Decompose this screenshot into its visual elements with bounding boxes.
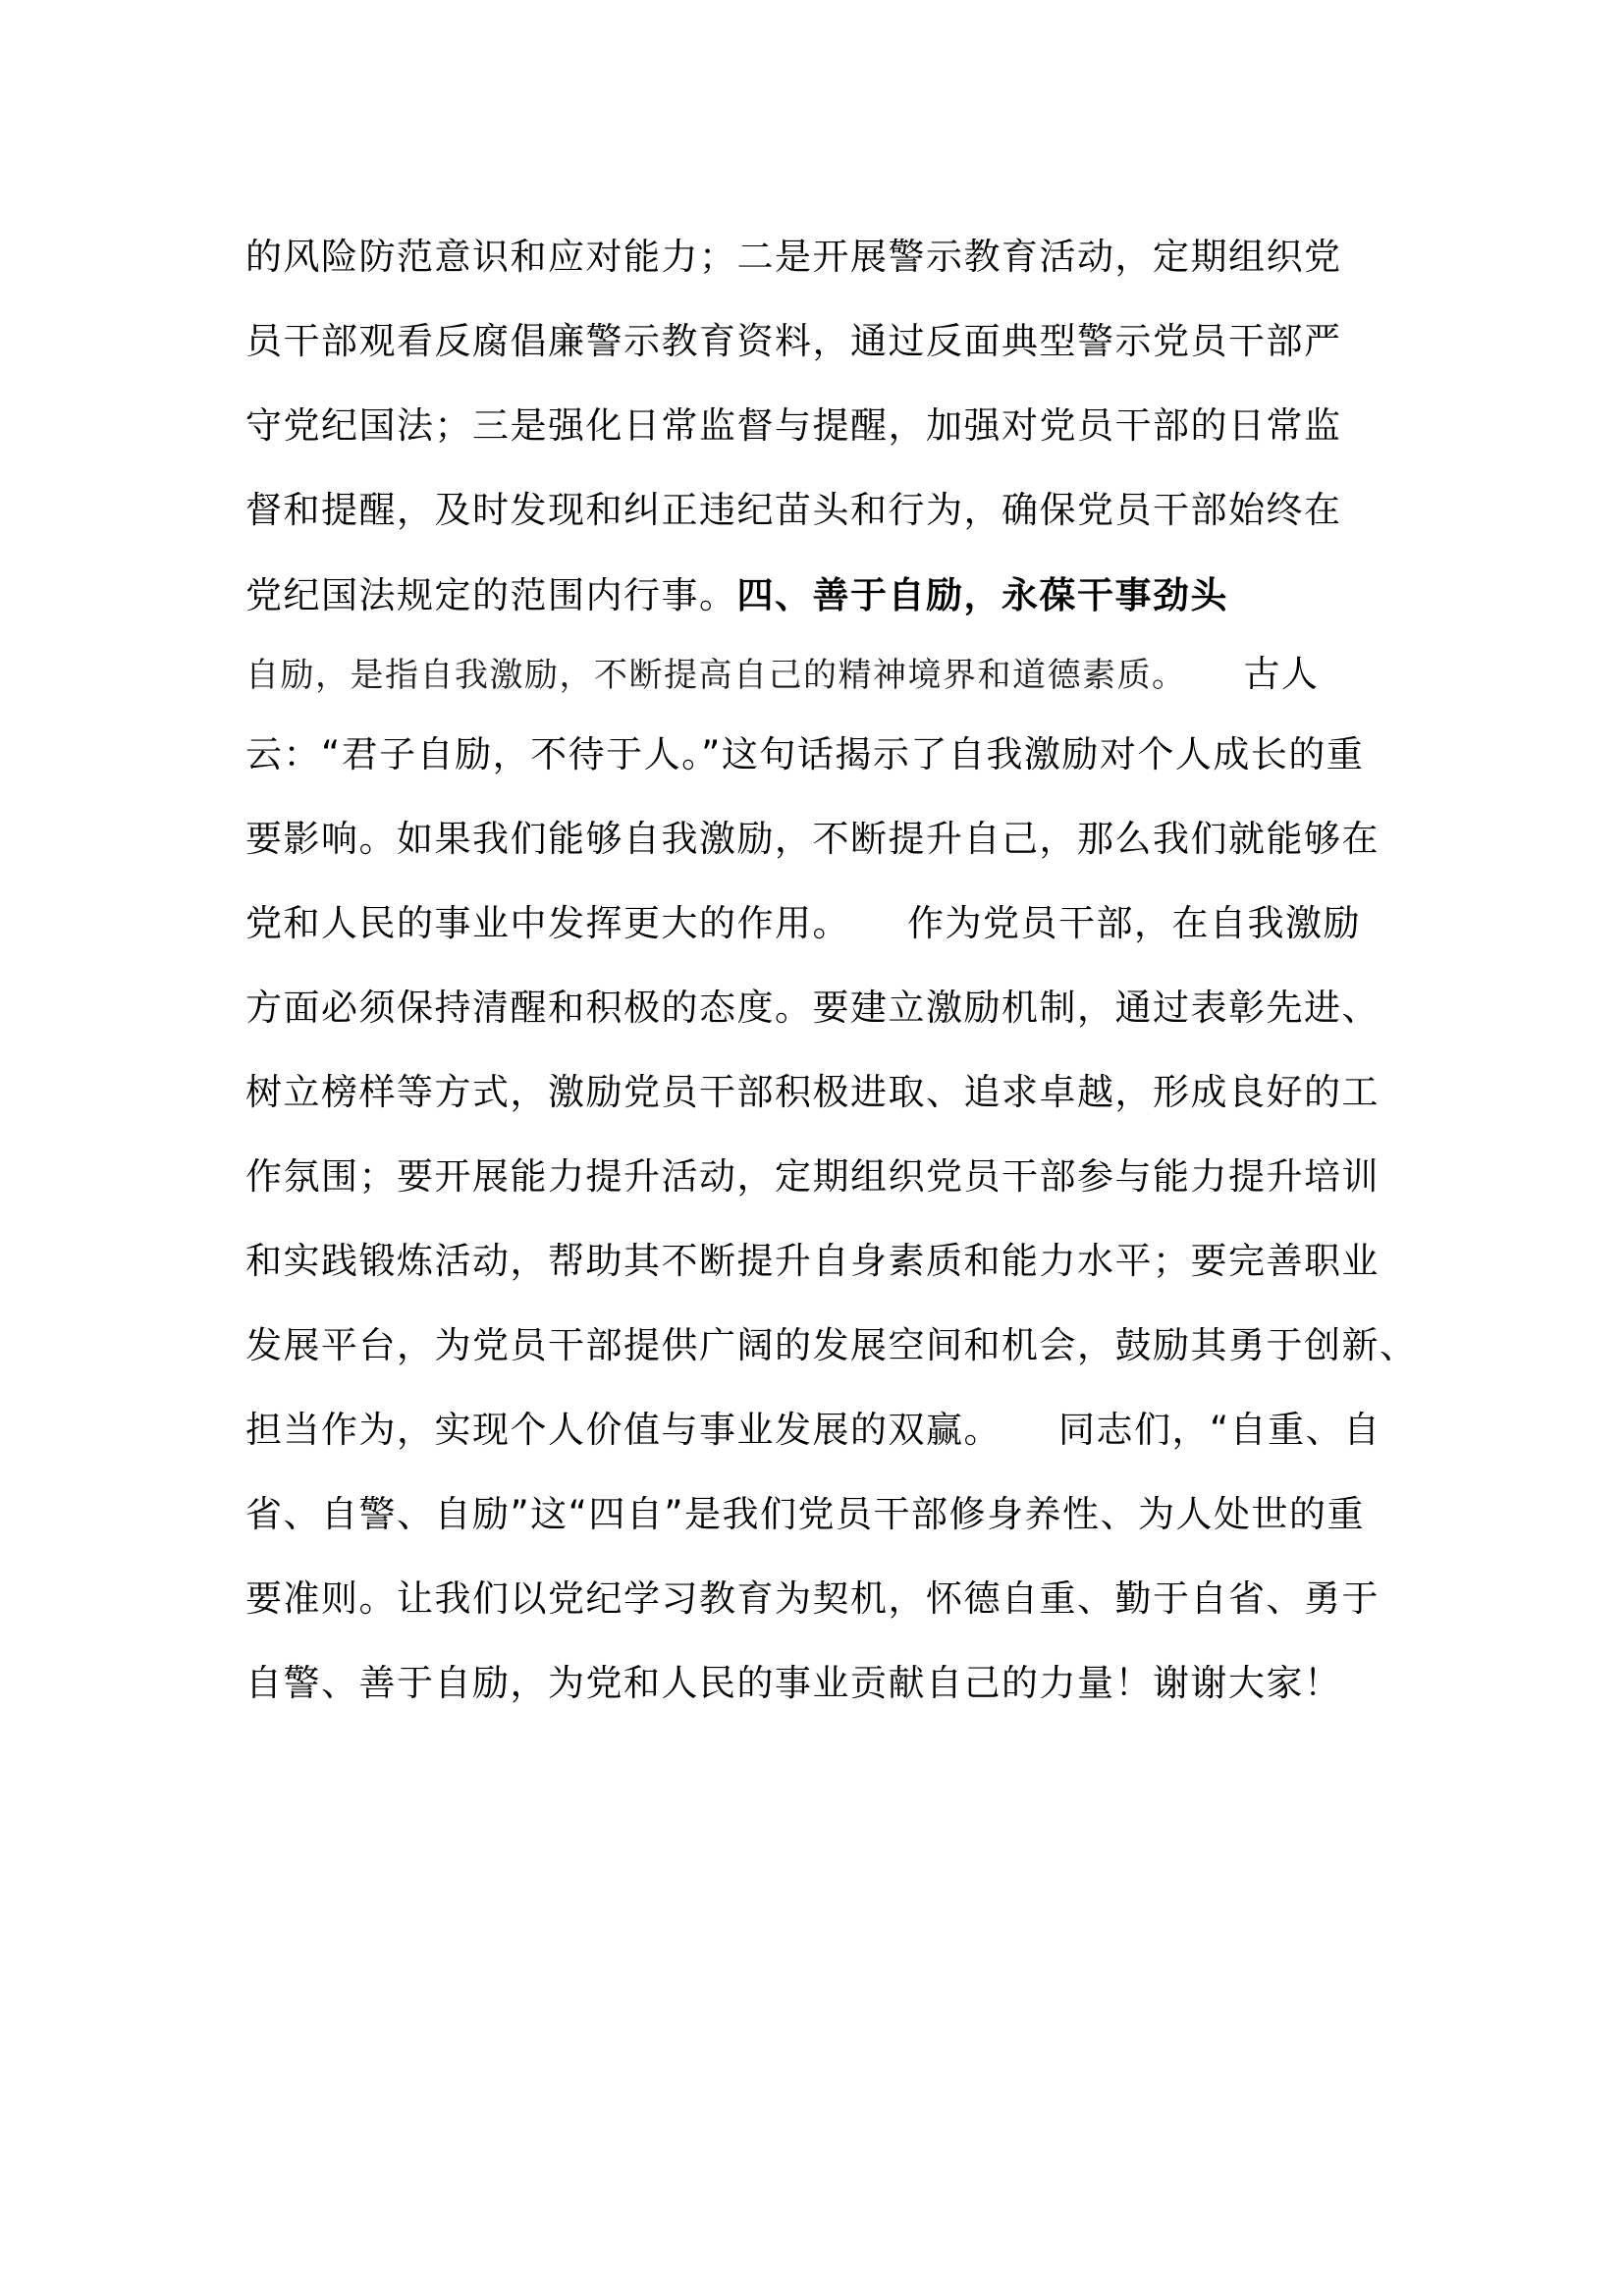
paragraph-line-1: 的风险防范意识和应对能力；二是开展警示教育活动，定期组织党 [245,236,1342,278]
section-heading: 四、善于自励，永葆干事劲头 [736,573,1228,616]
paragraph-text: 担当作为，实现个人价值与事业发展的双赢。 [245,1409,1001,1451]
paragraph-line-3: 守党纪国法；三是强化日常监督与提醒，加强对党员干部的日常监 [245,404,1342,447]
definition-text: 自励，是指自我激励，不断提高自己的精神境界和道德素质。 [245,656,1187,695]
paragraph-text: 党和人民的事业中发挥更大的作用。 [245,902,850,944]
paragraph-line-5 [245,570,1228,620]
paragraph-line-17: 要准则。让我们以党纪学习教育为契机，怀德自重、勤于自省、勇于 [245,1577,1380,1620]
paragraph-line-8: 要影响。如果我们能够自我激励，不断提升自己，那么我们就能够在 [245,818,1380,860]
paragraph-line-14: 发展平台，为党员干部提供广阔的发展空间和机会，鼓励其勇于创新、 [245,1324,1418,1366]
paragraph-line-10: 方面必须保持清醒和积极的态度。要建立激励机制，通过表彰先进、 [245,987,1380,1029]
paragraph-line-7: 云：“君子自励，不待于人。”这句话揭示了自我激励对个人成长的重 [245,733,1365,775]
paragraph-line-15 [245,1406,1381,1455]
paragraph-line-12: 作氛围；要开展能力提升活动，定期组织党员干部参与能力提升培训 [245,1155,1380,1198]
paragraph-line-9 [245,899,1361,948]
paragraph-line-4: 督和提醒，及时发现和纠正违纪苗头和行为，确保党员干部始终在 [245,489,1342,531]
paragraph-line-13: 和实践锻炼活动，帮助其不断提升自身素质和能力水平；要完善职业 [245,1240,1380,1282]
paragraph-line-11: 树立榜样等方式，激励党员干部积极进取、追求卓越，形成良好的工 [245,1071,1380,1113]
paragraph-line-2: 员干部观看反腐倡廉警示教育资料，通过反面典型警示党员干部严 [245,320,1342,362]
paragraph-text: 作为党员干部，在自我激励 [907,902,1361,944]
paragraph-line-18: 自警、善于自励，为党和人民的事业贡献自己的力量！谢谢大家！ [245,1662,1342,1704]
paragraph-line-6 [245,650,1320,700]
paragraph-text: 党纪国法规定的范围内行事。 [245,574,737,616]
paragraph-line-16: 省、自警、自励”这“四自”是我们党员干部修身养性、为人处世的重 [245,1493,1366,1535]
paragraph-text: 古人 [1243,653,1320,695]
paragraph-text: 同志们，“自重、自 [1058,1409,1381,1451]
